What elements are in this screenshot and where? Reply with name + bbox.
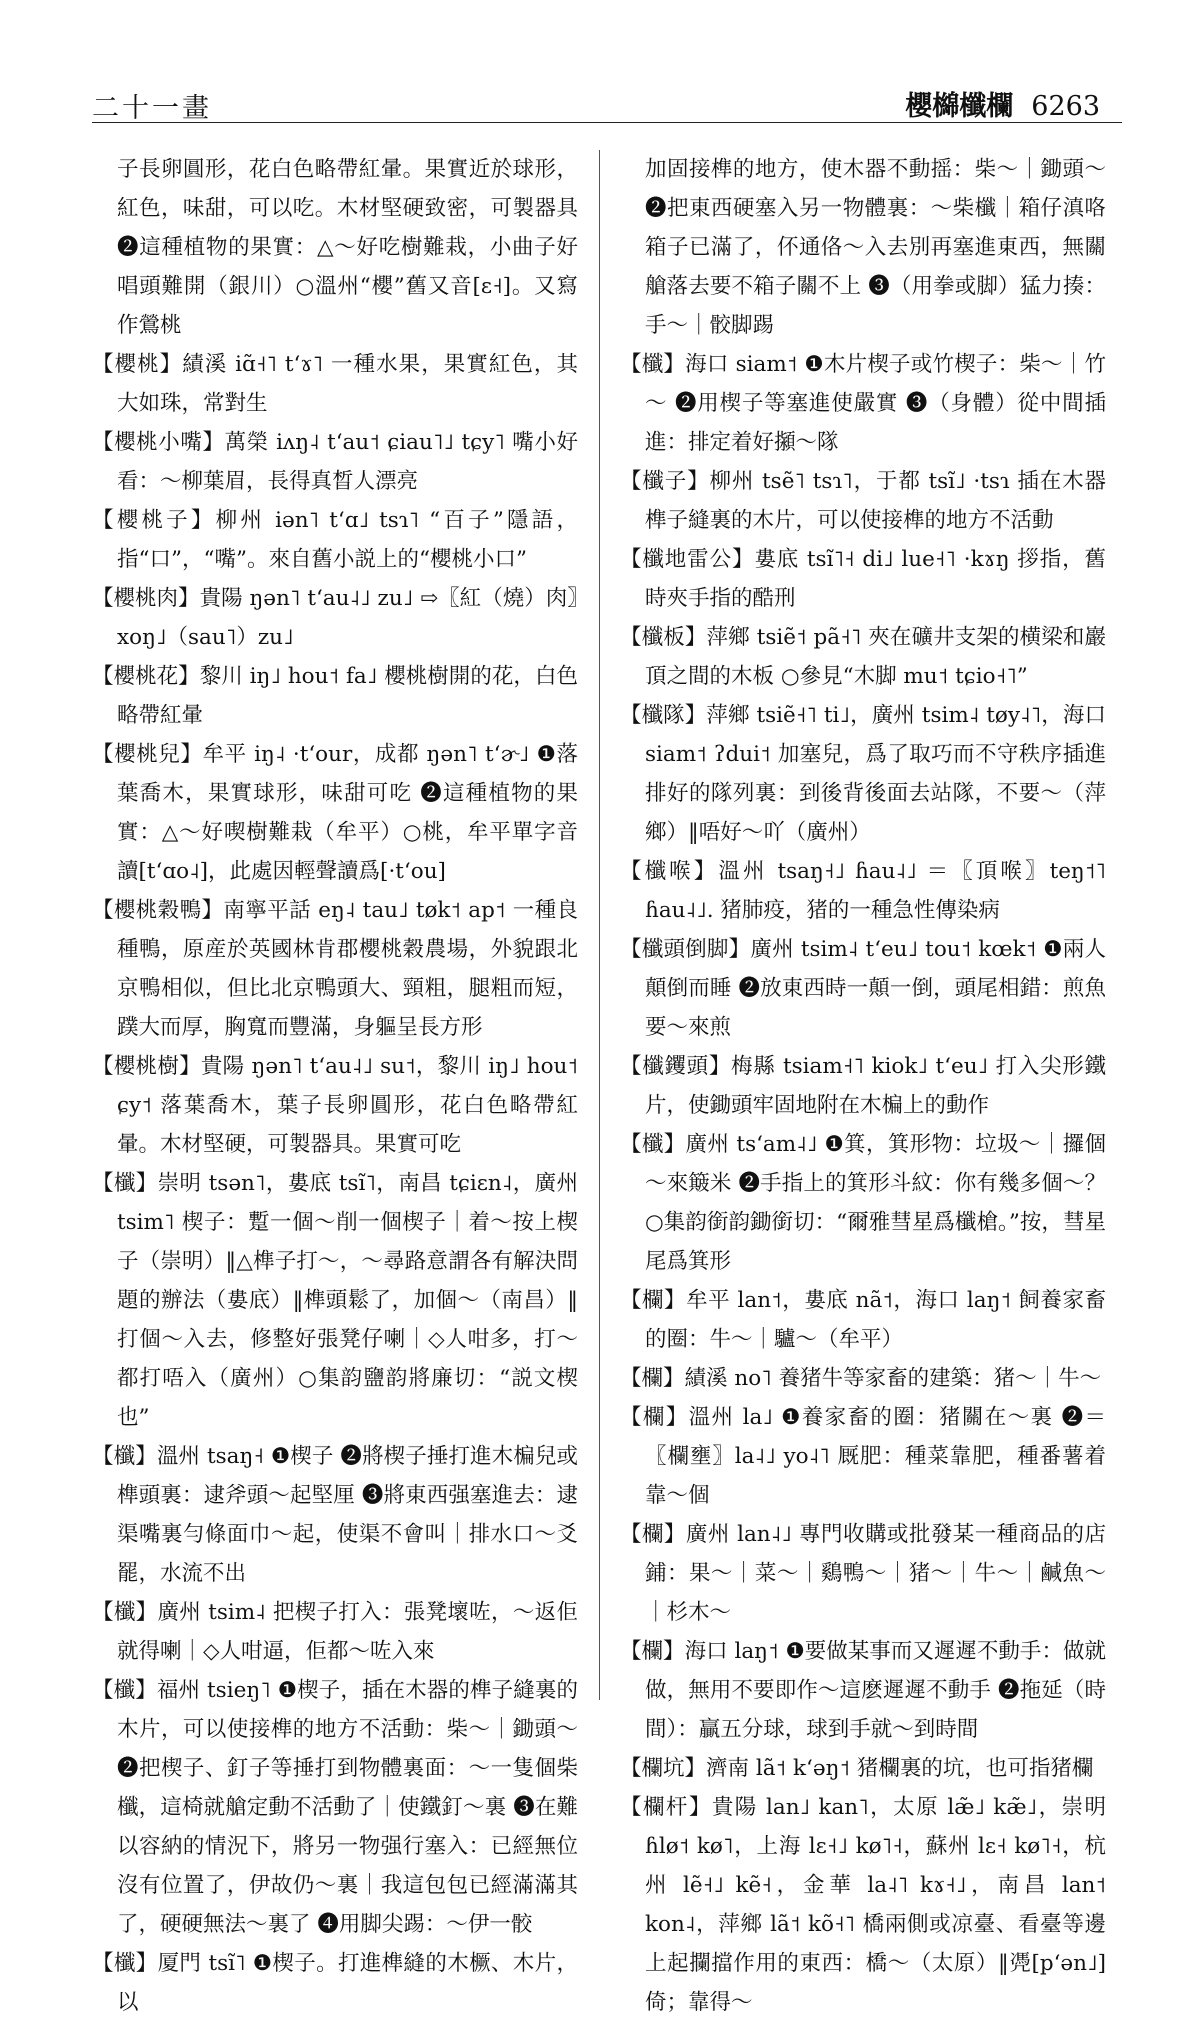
entry-headword: 【欄】 <box>620 1405 689 1430</box>
entry-headword: 【櫻桃樹】 <box>92 1054 201 1079</box>
dictionary-entry <box>92 1944 578 2022</box>
entry-text: 績溪 no˥ 養猪牛等家畜的建築：猪～｜牛～ <box>684 1366 1102 1391</box>
dictionary-entry <box>92 579 578 657</box>
dictionary-entry <box>620 1788 1106 2022</box>
section-heading: 二十一畫 <box>92 93 212 124</box>
dictionary-entry <box>620 1515 1106 1632</box>
entry-headword: 【櫻桃】 <box>92 352 183 377</box>
dictionary-entry <box>620 618 1106 696</box>
entry-headword: 【櫼】 <box>620 352 686 377</box>
entry-text: 廣州 lan˨˩ 專門收購或批發某一種商品的店鋪：果～｜菜～｜鷄鴨～｜猪～｜牛～｜鹹魚～｜杉木～ <box>645 1522 1106 1625</box>
dictionary-entry <box>92 501 578 579</box>
dictionary-entry <box>620 1359 1106 1398</box>
entry-text: 溫州 la˩ ❶養家畜的圈：猪關在～裏 ❷＝〖欄壅〗la˨˩ yo˨˥ 厩肥：種菜靠肥，種番薯着靠～個 <box>645 1405 1106 1508</box>
dictionary-entry <box>92 1164 578 1437</box>
entry-text: 貴陽 lan˩ kan˥，太原 læ̃˩ kæ̃˩，崇明 ɦlø˦ kø˥，上海 lɛ˧˩ kø˥˧，蘇州 lɛ˧ kø˥˧，杭州 lẽ˧˩ kẽ˧，金華 la˨˥ kɤ˧˩，南昌 lan˦ kon˨，萍鄉 lã˦ kõ˧˥ 橋兩側或凉臺、看臺等邊上起攔擋作用的東西：橋～（太原）‖凴[pʻən˩]倚；靠得～ <box>645 1795 1106 2015</box>
page-number: 6263 <box>1031 91 1100 122</box>
entry-text: 南寧平話 eŋ˨ tau˩ tøk˦ ap˦ 一種良種鴨，原産於英國林肯郡櫻桃穀農場，外貌跟北京鴨相似，但比北京鴨頭大、頸粗，腿粗而短，蹼大而厚，胸寬而豐滿，身軀呈長方形 <box>117 898 578 1040</box>
entry-headword: 【欄】 <box>620 1366 685 1391</box>
running-header <box>905 84 1100 123</box>
entry-text: 廣州 tsim˨ tʻeu˩ tou˦ kœk˦ ❶兩人顛倒而睡 ❷放東西時一顛一倒，頭尾相錯：煎魚要～來煎 <box>645 937 1106 1040</box>
entry-text: 梅縣 tsiam˧˥ kiok˩ tʻeu˩ 打入尖形鐵片，使鋤頭牢固地附在木楄上的動作 <box>645 1054 1106 1118</box>
entry-text: 海口 laŋ˦ ❶要做某事而又遲遲不動手：做就做，無用不要即作～這麽遲遲不動手 ❷拖延（時間）：贏五分球，球到手就～到時間 <box>645 1639 1106 1742</box>
entry-headword: 【櫼】 <box>92 1678 157 1703</box>
entry-text: 貴陽 ŋən˥ tʻau˨˩ su˦，黎川 iŋ˩ hou˦ ɕy˦ 落葉喬木，葉子長卵圓形，花白色略帶紅暈。木材堅硬，可製器具。果實可吃 <box>117 1054 578 1157</box>
entry-text: 廣州 tsim˨ 把楔子打入：張凳壞咗，～返佢就得喇｜◇人咁逼，佢都～咗入來 <box>117 1600 578 1664</box>
dictionary-entry <box>92 735 578 891</box>
entry-text: 績溪 iɑ̃˧˥ tʻɤ˥ 一種水果，果實紅色，其大如珠，常對生 <box>117 352 578 416</box>
header-rule <box>92 122 1122 123</box>
entry-text: 厦門 tsĩ˥ ❶楔子。打進榫縫的木橛、木片，以 <box>117 1951 578 2015</box>
dictionary-entry <box>620 1398 1106 1515</box>
entry-headword: 【櫼】 <box>92 1444 157 1469</box>
entry-text: 萬榮 iʌŋ˨ tʻau˦ ɕiau˥˩ tɕy˥ 嘴小好看：～柳葉眉，長得真晳人漂亮 <box>117 430 578 494</box>
dictionary-entry <box>620 1125 1106 1281</box>
entry-text: 廣州 tsʻam˨˩ ❶箕，箕形物：垃圾～｜攞個～來簸米 ❷手指上的箕形斗紋：你有幾多個～？○集韵銜韵鋤銜切：“爾雅彗星爲櫼槍。”按，彗星尾爲箕形 <box>645 1132 1106 1274</box>
dictionary-entry <box>620 1749 1106 1788</box>
entry-headword: 【櫼】 <box>620 1132 686 1157</box>
dictionary-entry <box>92 891 578 1047</box>
entry-text: 黎川 iŋ˩ hou˦ fa˩ 櫻桃樹開的花，白色略帶紅暈 <box>117 664 578 728</box>
right-column <box>620 150 1106 2015</box>
entry-text: 福州 tsieŋ˥ ❶楔子，插在木器的榫子縫裏的木片，可以使接榫的地方不活動：柴～｜鋤頭～ ❷把楔子、釘子等捶打到物體裏面：～一隻個柴櫼，這椅就艙定動不活動了｜使鐵釘～裏 ❸在難以容納的情況下，將另一物强行塞入：已經無位沒有位置了，伊故仍～裏｜我這包包已經滿滿其了，硬硬無法～裏了 ❹用脚尖踢：～伊一骹 <box>117 1678 578 1937</box>
entry-headword: 【欄杆】 <box>620 1795 712 1820</box>
entry-text: 牟平 iŋ˨ ·tʻour，成都 ŋən˥ tʻɚ˩ ❶落葉喬木，果實球形，味甜可吃 ❷這種植物的果實：△～好喫樹難栽（牟平）○桃，牟平單字音讀[tʻɑo˨]，此處因輕聲讀爲[·tʻou] <box>117 742 578 884</box>
entry-text: 柳州 iən˥ tʻɑ˩ tsɿ˥ “百子”隱語，指“口”，“嘴”。來自舊小説上的“櫻桃小口” <box>117 508 578 572</box>
dictionary-entry <box>92 345 578 423</box>
header-keywords: 櫻檰櫼欄 <box>905 91 1014 122</box>
entry-text: 加固接榫的地方，使木器不動摇：柴～｜鋤頭～ ❷把東西硬塞入另一物體裏：～柴櫼｜箱仔滇咯箱子已滿了，伓通佫～入去別再塞進東西，無關艙落去要不箱子關不上 ❸（用拳或脚）猛力揍：手～｜骹脚踢 <box>645 157 1106 338</box>
dictionary-entry <box>92 150 578 345</box>
entry-headword: 【櫻桃肉】 <box>92 586 200 611</box>
entry-text: 濟南 lã˦ kʻəŋ˦ 猪欄裏的坑，也可指猪欄 <box>706 1756 1094 1781</box>
dictionary-entry <box>92 657 578 735</box>
dictionary-entry <box>620 462 1106 540</box>
entry-headword: 【欄】 <box>620 1288 687 1313</box>
dictionary-entry <box>620 540 1106 618</box>
dictionary-entry <box>620 345 1106 462</box>
entry-headword: 【櫼頭倒脚】 <box>620 937 751 962</box>
entry-headword: 【櫻桃兒】 <box>92 742 203 767</box>
entry-headword: 【櫼隊】 <box>620 703 707 728</box>
dictionary-entry <box>92 1671 578 1944</box>
entry-text: 牟平 lan˦，婁底 nã˦，海口 laŋ˦ 飼養家畜的圈：牛～｜驢～（牟平） <box>645 1288 1106 1352</box>
entry-headword: 【櫼喉】 <box>620 859 719 884</box>
entry-text: 海口 siam˦ ❶木片楔子或竹楔子：柴～｜竹～ ❷用楔子等塞進使嚴實 ❸（身體）從中間插進：排定着好㩩～隊 <box>645 352 1106 455</box>
entry-headword: 【櫻桃穀鴨】 <box>92 898 224 923</box>
entry-text: 萍鄉 tsiẽ˧˥ ti˩，廣州 tsim˨ tøy˨˥，海口 siam˦ ʔdui˦ 加塞兒，爲了取巧而不守秩序插進排好的隊列裏：到後背後面去站隊，不要～（萍鄉）‖唔好～吖（廣州） <box>645 703 1106 845</box>
dictionary-entry <box>92 1437 578 1593</box>
dictionary-entry <box>620 1047 1106 1125</box>
entry-headword: 【欄坑】 <box>620 1756 707 1781</box>
entry-text: 子長卵圓形，花白色略帶紅暈。果實近於球形，紅色，味甜，可以吃。木材堅硬致密，可製器具 ❷這種植物的果實：△～好吃樹難栽，小曲子好唱頭難開（銀川）○溫州“櫻”舊又音[ɛ˧]。又寫作鶯桃 <box>117 157 578 338</box>
dictionary-entry <box>620 150 1106 345</box>
dictionary-entry <box>620 852 1106 930</box>
entry-headword: 【櫼钁頭】 <box>620 1054 732 1079</box>
dictionary-entry <box>620 930 1106 1047</box>
entry-headword: 【櫼子】 <box>620 469 710 494</box>
dictionary-entry <box>620 1281 1106 1359</box>
entry-headword: 【櫼板】 <box>620 625 707 650</box>
entry-text: 婁底 tsĩ˥˧ di˩ lue˧˥ ·kɤŋ 拶指，舊時夾手指的酷刑 <box>645 547 1106 611</box>
entry-text: 柳州 tsẽ˥ tsɿ˥，于都 tsĩ˩ ·tsɿ 插在木器榫子縫裏的木片，可以使接榫的地方不活動 <box>645 469 1106 533</box>
column-divider <box>599 150 600 1700</box>
entry-text: 萍鄉 tsiẽ˦ pã˧˥ 夾在礦井支架的横梁和巖頂之間的木板 ○參見“木脚 mu˦ tɕio˧˥” <box>645 625 1106 689</box>
entry-headword: 【櫻桃小嘴】 <box>92 430 225 455</box>
dictionary-entry <box>620 1632 1106 1749</box>
entry-headword: 【櫼地雷公】 <box>620 547 755 572</box>
entry-headword: 【櫻桃花】 <box>92 664 200 689</box>
entry-headword: 【欄】 <box>620 1522 686 1547</box>
dictionary-entry <box>92 1593 578 1671</box>
entry-headword: 【櫼】 <box>92 1171 158 1196</box>
entry-text: 貴陽 ŋən˥ tʻau˨˩ zu˩ ⇨〖紅（燒）肉〗xoŋ˩（sau˥）zu˩ <box>117 586 578 650</box>
entry-text: 溫州 tsaŋ˧˩ ɦau˨˩ ＝〖頂喉〗teŋ˦˥ ɦau˨˩. 猪肺疫，猪的一種急性傳染病 <box>645 859 1106 923</box>
entry-headword: 【櫻桃子】 <box>92 508 216 533</box>
entry-text: 崇明 tsən˥，婁底 tsĩ˥，南昌 tɕiɛn˨，廣州 tsim˥ 楔子：蹔一個～削一個楔子｜着～按上楔子（崇明）‖△榫子打～，～尋路意謂各有解決問題的辦法（婁底）‖榫頭鬆了，加個～（南昌）‖打個～入去，修整好張凳仔喇｜◇人咁多，打～都打唔入（廣州）○集韵鹽韵將廉切：“説文楔也” <box>117 1171 578 1430</box>
dictionary-entry <box>92 1047 578 1164</box>
entry-headword: 【欄】 <box>620 1639 685 1664</box>
entry-text: 溫州 tsaŋ˧ ❶楔子 ❷將楔子捶打進木楄兒或榫頭裏：逮斧頭～起堅厘 ❸將東西强塞進去：逮渠嘴裏勻條面巾～起，使渠不會叫｜排水口～爻罷，水流不出 <box>117 1444 578 1586</box>
dictionary-entry <box>92 423 578 501</box>
entry-headword: 【櫼】 <box>92 1951 158 1976</box>
left-column <box>92 150 578 2015</box>
entry-headword: 【櫼】 <box>92 1600 158 1625</box>
dictionary-entry <box>620 696 1106 852</box>
